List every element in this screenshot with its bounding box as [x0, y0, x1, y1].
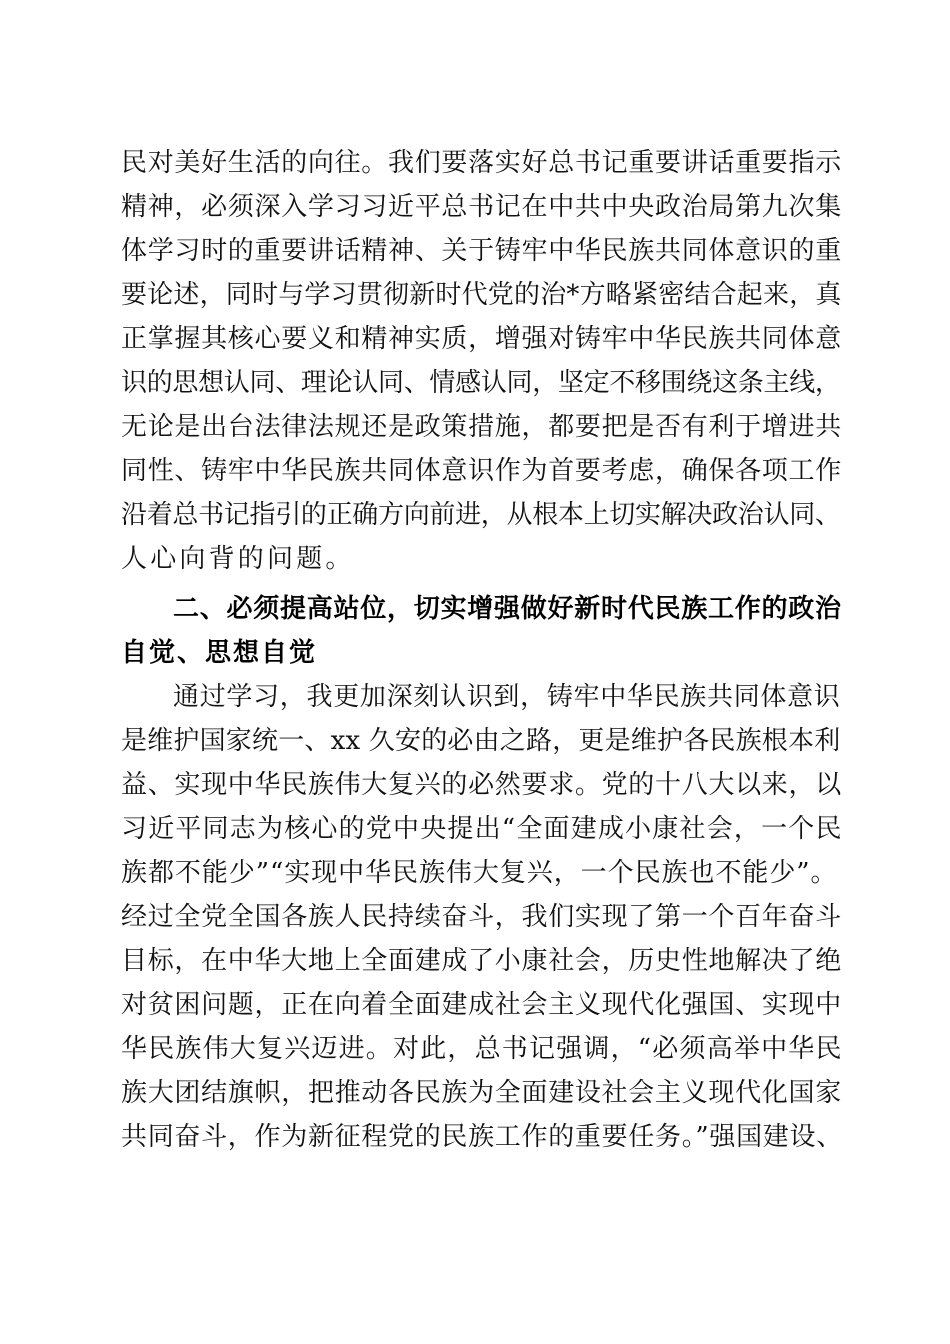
paragraph-2-line-1: 通过学习，我更加深刻认识到，铸牢中华民族共同体意识 [173, 682, 841, 712]
section-heading-line-2: 自觉、思想自觉 [121, 638, 318, 668]
paragraph-2-line-6: 经过全党全国各族人民持续奋斗，我们实现了第一个百年奋斗 [121, 902, 842, 932]
paragraph-1-line-5: 正掌握其核心要义和精神实质，增强对铸牢中华民族共同体意 [121, 324, 842, 354]
paragraph-2-line-3: 益、实现中华民族伟大复兴的必然要求。党的十八大以来，以 [121, 770, 842, 800]
paragraph-2-line-11: 共同奋斗，作为新征程党的民族工作的重要任务。”强国建设、 [121, 1122, 843, 1152]
section-heading-line-1: 二、必须提高站位，切实增强做好新时代民族工作的政治 [173, 594, 842, 624]
paragraph-2-line-7: 目标，在中华大地上全面建成了小康社会，历史性地解决了绝 [121, 946, 842, 976]
paragraph-2-line-9: 华民族伟大复兴迈进。对此，总书记强调，“必须高举中华民 [121, 1034, 843, 1064]
paragraph-1-line-4: 要论述，同时与学习贯彻新时代党的治*方略紧密结合起来，真 [121, 280, 842, 310]
paragraph-1-line-7: 无论是出台法律法规还是政策措施，都要把是否有利于增进共 [121, 412, 842, 442]
paragraph-1-line-9: 沿着总书记指引的正确方向前进，从根本上切实解决政治认同、 [121, 500, 841, 530]
paragraph-2-line-2: 是维护国家统一、xx 久安的必由之路，更是维护各民族根本利 [121, 726, 841, 756]
paragraph-1-line-8: 同性、铸牢中华民族共同体意识作为首要考虑，确保各项工作 [121, 456, 842, 486]
paragraph-1-line-3: 体学习时的重要讲话精神、关于铸牢中华民族共同体意识的重 [121, 236, 842, 266]
paragraph-1-line-2: 精神，必须深入学习习近平总书记在中共中央政治局第九次集 [121, 192, 842, 222]
paragraph-2-line-5: 族都不能少”“实现中华民族伟大复兴，一个民族也不能少”。 [121, 858, 838, 888]
paragraph-2-line-10: 族大团结旗帜，把推动各民族为全面建设社会主义现代化国家 [121, 1078, 842, 1108]
paragraph-1-line-10: 人心向背的问题。 [121, 544, 355, 574]
paragraph-2-line-4: 习近平同志为核心的党中央提出“全面建成小康社会，一个民 [121, 814, 843, 844]
paragraph-2-line-8: 对贫困问题，正在向着全面建成社会主义现代化强国、实现中 [121, 990, 842, 1020]
paragraph-1-line-1: 民对美好生活的向往。我们要落实好总书记重要讲话重要指示 [121, 148, 842, 178]
paragraph-1-line-6: 识的思想认同、理论认同、情感认同，坚定不移围绕这条主线， [121, 368, 841, 398]
